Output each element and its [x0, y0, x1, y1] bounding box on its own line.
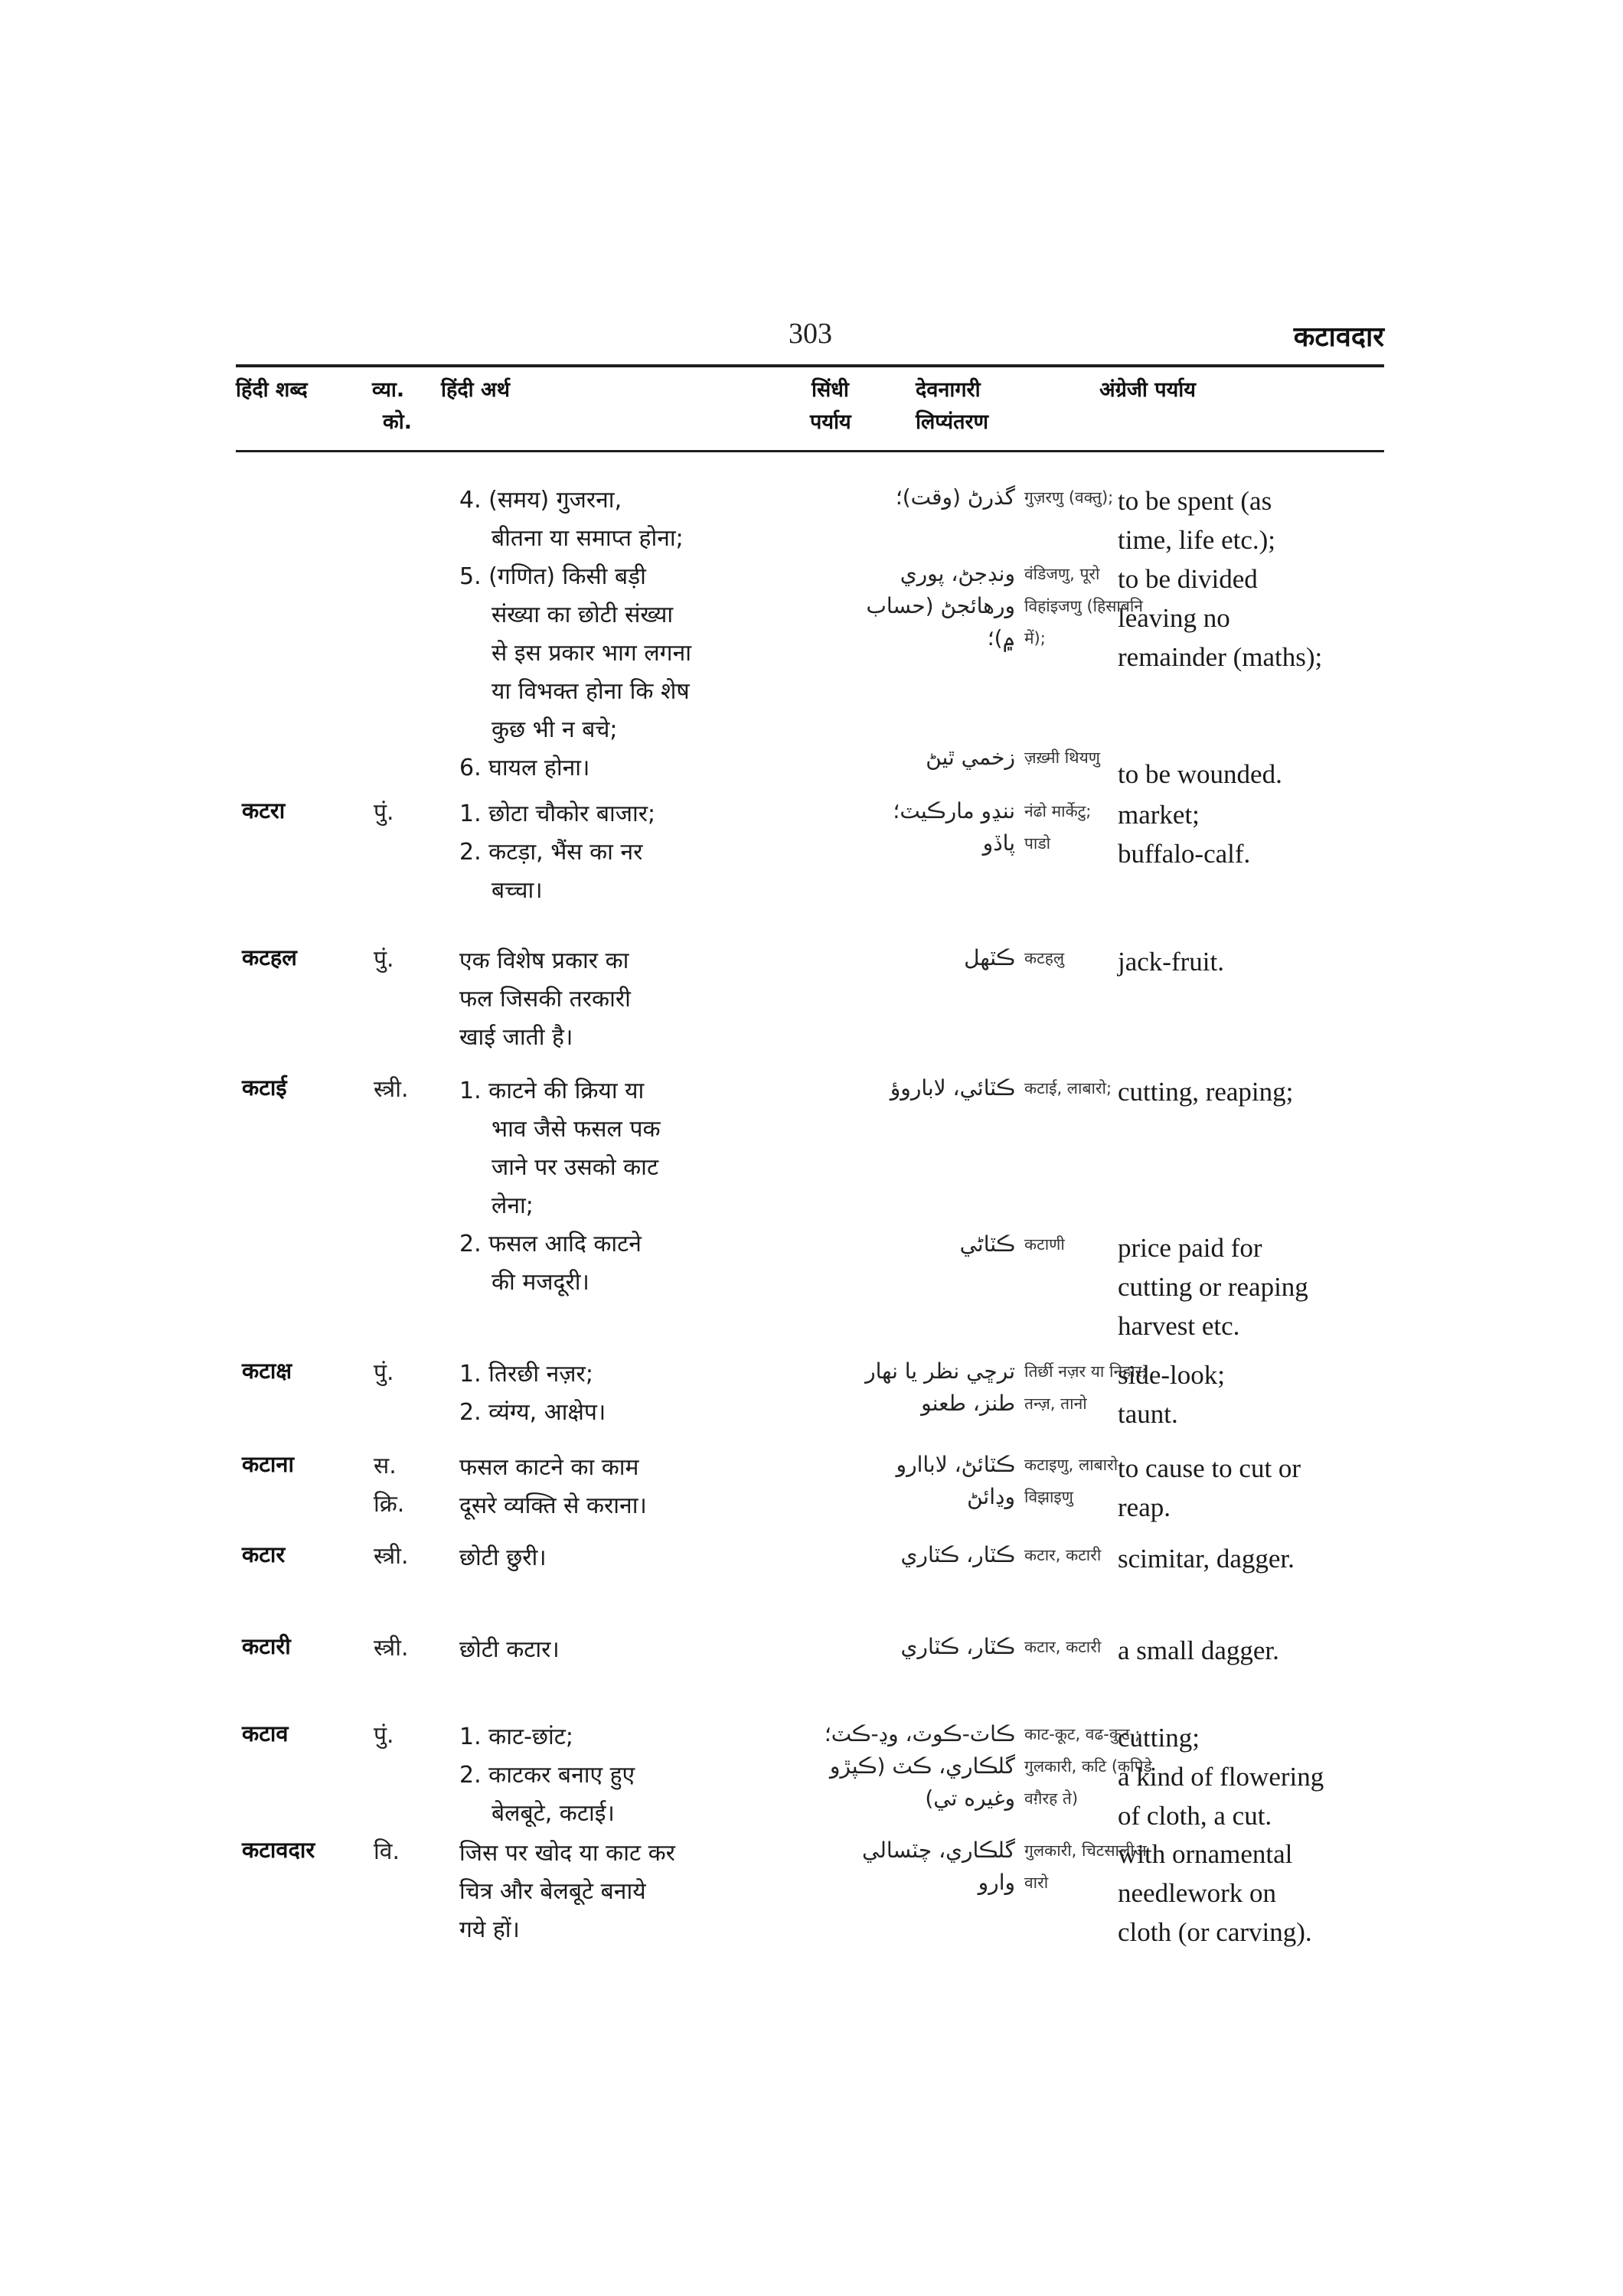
text-line: बेलबूटे, कटाई।	[491, 1800, 615, 1827]
text-line: ونڊجڻ، پوري	[900, 561, 1015, 586]
hindi-meaning	[459, 1539, 781, 1577]
text-line: ڪٽار، ڪٽاري	[900, 1542, 1015, 1567]
text-line: स्त्री.	[374, 1076, 409, 1103]
text-line: ترڇي نظر يا نهار	[865, 1358, 1015, 1384]
grammar-label	[374, 942, 394, 980]
text-line: cutting;	[1118, 1723, 1200, 1753]
sense-text: या विभक्त होना कि शेष	[491, 678, 690, 705]
col-sindhi-2: पर्याय	[810, 410, 851, 434]
text-line: ننڍو مارڪيٽ؛	[893, 798, 1015, 823]
column-headers	[236, 367, 1384, 450]
text-line: 1. काटने की क्रिया या	[459, 1078, 645, 1104]
text-line: 1. काट-छांट;	[459, 1724, 573, 1750]
text-line: तिर्छी नज़र या निहार;	[1024, 1362, 1148, 1381]
text-line: taunt.	[1118, 1399, 1178, 1429]
text-line: नंढो मार्केटु;	[1024, 802, 1092, 820]
text-line: छोटी छुरी।	[459, 1544, 547, 1571]
text-line: ڪاٽ-ڪوٽ، وڍ-ڪٽ؛	[824, 1721, 1015, 1746]
sindhi-equivalent	[772, 1355, 1015, 1420]
header-bottom-rule	[236, 450, 1384, 452]
sindhi-equivalent	[772, 1072, 1015, 1261]
col-hindi-meaning: हिंदी अर्थ	[441, 378, 510, 402]
text-line: विझाइणु	[1024, 1488, 1073, 1506]
english-equivalent	[1118, 1835, 1393, 1952]
text-line: गुलकारी, कटि (कपिड़े	[1024, 1757, 1152, 1776]
text-line: cloth (or carving).	[1118, 1917, 1312, 1947]
text-line: काट-कूट, वढ-कुट,;	[1024, 1725, 1141, 1743]
text-line: तन्ज़, तानो	[1024, 1394, 1087, 1413]
text-line: पाडो	[1024, 834, 1051, 853]
sindhi-equivalent	[772, 1631, 1015, 1663]
text-line: भाव जैसे फसल पक	[491, 1116, 661, 1143]
text-line: स्त्री.	[374, 1543, 409, 1570]
text-line: में);	[1024, 629, 1046, 647]
text-line: कटाइणु, लाबारो	[1024, 1456, 1118, 1474]
text-line: कटहलु	[1024, 949, 1065, 967]
text-line: to be wounded.	[1118, 759, 1282, 789]
english-equivalent	[1118, 1718, 1393, 1835]
text-line: ڪٽار، ڪٽاري	[900, 1634, 1015, 1659]
text-line: 1. छोटा चौकोर बाजार;	[459, 801, 656, 827]
text-line: زخمي ٿيڻ	[926, 745, 1015, 770]
text-line: एक विशेष प्रकार का	[459, 947, 629, 974]
headword: कटाव	[242, 1720, 289, 1746]
sindhi-equivalent	[772, 1835, 1015, 1899]
hindi-meaning	[459, 481, 781, 788]
hindi-meaning	[459, 1355, 781, 1432]
hindi-meaning	[459, 942, 781, 1057]
headword: कटाई	[242, 1075, 287, 1101]
text-line: a small dagger.	[1118, 1636, 1279, 1665]
text-line: ڪٽاڻي	[959, 1231, 1015, 1257]
text-line: ۾)؛	[987, 625, 1015, 651]
sense-text: बीतना या समाप्त होना;	[491, 525, 684, 552]
english-equivalent	[1118, 1449, 1393, 1527]
sense-text: से इस प्रकार भाग लगना	[491, 640, 691, 667]
text-line: reap.	[1118, 1492, 1171, 1522]
text-line: طنز، طعنو	[921, 1391, 1015, 1416]
dictionary-page	[236, 314, 1384, 1947]
text-line: स्त्री.	[374, 1635, 409, 1662]
sindhi-equivalent	[772, 1539, 1015, 1571]
guide-word: कटावदार	[1293, 321, 1384, 353]
running-header	[236, 314, 1384, 364]
sindhi-equivalent	[772, 795, 1015, 859]
headword: कटहल	[242, 944, 297, 970]
headword: कटाना	[242, 1451, 295, 1477]
grammar-label	[374, 1072, 409, 1110]
text-line: to be divided	[1118, 564, 1258, 594]
text-line: फल जिसकी तरकारी	[459, 986, 631, 1013]
english-equivalent	[1118, 1072, 1393, 1345]
text-line: कटाई, लाबारो;	[1024, 1079, 1112, 1097]
grammar-label	[374, 1631, 409, 1669]
text-line: दूसरे व्यक्ति से कराना।	[459, 1492, 647, 1519]
hindi-meaning	[459, 1072, 781, 1302]
text-line: खाई जाती है।	[459, 1024, 573, 1051]
text-line: 2. कटड़ा, भैंस का नर	[459, 839, 643, 866]
text-line: market;	[1118, 800, 1200, 830]
text-line: चित्र और बेलबूटे बनाये	[459, 1878, 646, 1905]
text-line: price paid for	[1118, 1233, 1262, 1263]
text-line: ज़ख़्मी थियणु	[1024, 748, 1100, 767]
text-line: harvest etc.	[1118, 1311, 1240, 1341]
text-line: ڪٽائي، لاباروؤ	[890, 1075, 1015, 1101]
text-line: छोटी कटार।	[459, 1636, 560, 1663]
grammar-label	[374, 1718, 394, 1756]
text-line: जाने पर उसको काट	[491, 1154, 659, 1181]
text-line: वि.	[374, 1838, 400, 1865]
text-line: ڪٽهل	[964, 945, 1015, 970]
text-line: 2. काटकर बनाए हुए	[459, 1762, 635, 1789]
text-line: وارو	[978, 1870, 1015, 1895]
col-english: अंग्रेजी पर्याय	[1099, 378, 1196, 402]
text-line: पुं.	[374, 1359, 394, 1386]
text-line: गुलकारी, चिटसालीअ	[1024, 1841, 1147, 1860]
text-line: फसल काटने का काम	[459, 1454, 639, 1481]
text-line: ورهائجڻ (حساب	[866, 593, 1015, 618]
english-equivalent	[1118, 481, 1393, 794]
text-line: 2. व्यंग्य, आक्षेप।	[459, 1399, 606, 1426]
col-sindhi-1: सिंधी	[812, 378, 849, 402]
text-line: وغيره تي)	[925, 1786, 1015, 1811]
text-line: वग़ैरह ते)	[1024, 1789, 1079, 1808]
sense-text: संख्या का छोटी संख्या	[491, 602, 674, 628]
text-line: remainder (maths);	[1118, 642, 1323, 672]
sense-text: 4. (समय) गुजरना,	[459, 487, 622, 514]
sindhi-equivalent	[772, 942, 1015, 974]
text-line: to cause to cut or	[1118, 1453, 1301, 1483]
text-line: गुज़रणु (वक्तु);	[1024, 488, 1114, 507]
text-line: की मजदूरी।	[491, 1269, 589, 1296]
text-line: cutting or reaping	[1118, 1272, 1308, 1302]
col-devanagari-2: लिप्यंतरण	[916, 410, 989, 434]
col-hindi-word: हिंदी शब्द	[236, 378, 308, 402]
text-line: ڪٽائڻ، لاباارو	[896, 1452, 1015, 1477]
text-line: jack-fruit.	[1118, 947, 1224, 977]
text-line: وڍائڻ	[967, 1484, 1015, 1509]
headword: कटावदार	[242, 1837, 315, 1863]
sense-text: 6. घायल होना।	[459, 755, 590, 781]
text-line: वारो	[1024, 1874, 1049, 1892]
grammar-label	[374, 1835, 400, 1873]
english-equivalent	[1118, 942, 1393, 981]
sense-text: कुछ भी न बचे;	[491, 716, 618, 743]
text-line: 1. तिरछी नज़र;	[459, 1361, 593, 1388]
hindi-meaning	[459, 1449, 781, 1525]
grammar-label	[374, 1539, 409, 1577]
text-line: पुं.	[374, 946, 394, 973]
text-line: जिस पर खोद या काट कर	[459, 1840, 675, 1867]
english-equivalent	[1118, 795, 1393, 873]
text-line: side-look;	[1118, 1360, 1225, 1390]
headword: कटरा	[242, 797, 286, 823]
sindhi-equivalent	[772, 481, 1015, 774]
text-line: विहांइजणु (हिसाबनि	[1024, 597, 1143, 615]
english-equivalent	[1118, 1539, 1393, 1578]
headword: कटाक्ष	[242, 1358, 292, 1384]
text-line: پاڏو	[982, 830, 1015, 856]
text-line: of cloth, a cut.	[1118, 1801, 1272, 1831]
text-line: गये हों।	[459, 1916, 520, 1943]
text-line: कटार, कटारी	[1024, 1638, 1102, 1656]
hindi-meaning	[459, 795, 781, 910]
text-line: पुं.	[374, 1722, 394, 1749]
grammar-label	[374, 1449, 404, 1525]
hindi-meaning	[459, 1835, 781, 1949]
text-line: कटार, कटारी	[1024, 1546, 1102, 1564]
page-number: 303	[789, 318, 832, 350]
headword: कटार	[242, 1541, 286, 1567]
text-line: buffalo-calf.	[1118, 839, 1251, 869]
text-line: گلڪاري، ڪٽ (ڪپڙو	[829, 1753, 1015, 1779]
text-line: पुं.	[374, 799, 394, 826]
hindi-meaning	[459, 1631, 781, 1669]
text-line: स.	[374, 1453, 397, 1479]
text-line: cutting, reaping;	[1118, 1077, 1294, 1107]
col-devanagari-1: देवनागरी	[916, 378, 981, 402]
text-line: with ornamental	[1118, 1839, 1293, 1869]
english-equivalent	[1118, 1631, 1393, 1670]
text-line: scimitar, dagger.	[1118, 1544, 1295, 1574]
text-line: گذرڻ (وقت)؛	[895, 484, 1015, 510]
text-line: बच्चा।	[491, 877, 543, 904]
text-line: to be spent (as	[1118, 486, 1272, 516]
col-grammar-2: को.	[383, 410, 412, 434]
text-line: 2. फसल आदि काटने	[459, 1231, 642, 1257]
grammar-label	[374, 1355, 394, 1394]
text-line: needlework on	[1118, 1878, 1277, 1908]
text-line: a kind of flowering	[1118, 1762, 1324, 1792]
headword: कटारी	[242, 1633, 291, 1659]
text-line: گلڪاري، چٽسالي	[862, 1838, 1015, 1863]
text-line: वंडिजणु, पूरो	[1024, 565, 1100, 583]
english-equivalent	[1118, 1355, 1393, 1433]
sindhi-equivalent	[772, 1449, 1015, 1513]
sense-text: 5. (गणित) किसी बड़ी	[459, 563, 646, 590]
col-grammar-1: व्या.	[372, 378, 405, 402]
text-line: time, life etc.);	[1118, 525, 1276, 555]
text-line: क्रि.	[374, 1491, 405, 1518]
text-line: लेना;	[491, 1192, 534, 1219]
grammar-label	[374, 795, 394, 833]
text-line: leaving no	[1118, 603, 1230, 633]
sindhi-equivalent	[695, 1718, 1015, 1815]
text-line: कटाणी	[1024, 1235, 1065, 1254]
